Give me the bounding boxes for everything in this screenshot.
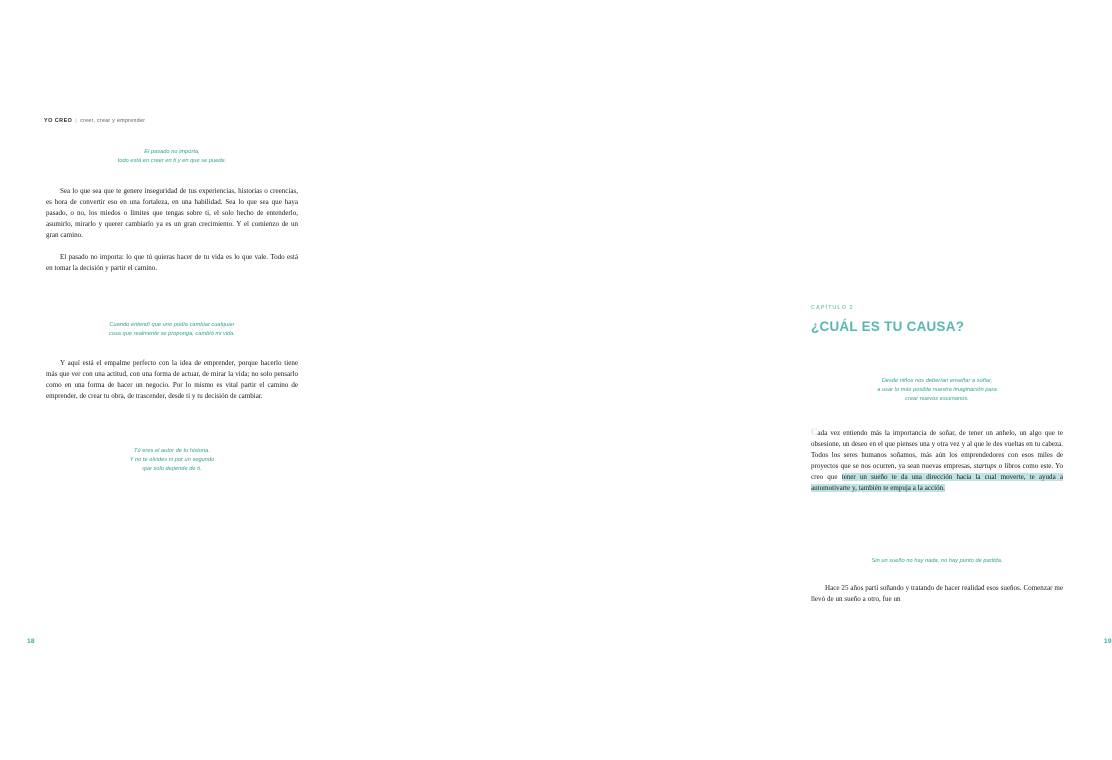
right-paragraph-1-lead: ada vez entiendo más la importancia de soñar, de tener un anhelo, un algo que te obsesione, un deseo en el que pienses una y otra vez y al que le des vueltas en tu cabeza. Todos los seres humanos soñamos, más aún los emprendedores con esos miles de proyectos que se nos ocurren, ya sean nuevas empresas, bbox=[811, 429, 1063, 471]
chapter-opener bbox=[811, 305, 1063, 334]
right-paragraph-1 bbox=[811, 427, 1063, 494]
folio-right: 19 bbox=[1104, 638, 1112, 645]
right-paragraph-1-middle: o libros como este. Yo creo que bbox=[811, 462, 1063, 482]
left-pullquote-1-line-1: Cuando entendí que uno podía cambiar cualquier bbox=[109, 322, 235, 328]
running-head-separator: | bbox=[75, 118, 78, 124]
right-pullquote-1 bbox=[811, 557, 1063, 566]
left-pullquote-2 bbox=[46, 447, 298, 474]
right-epigraph bbox=[811, 377, 1063, 404]
left-pullquote-1 bbox=[46, 321, 298, 339]
chapter-title: ¿CUÁL ES TU CAUSA? bbox=[811, 319, 965, 334]
left-body-block-1 bbox=[46, 186, 298, 274]
right-epigraph-line-3: crear nuevos escenarios. bbox=[905, 396, 969, 403]
page-left bbox=[0, 0, 380, 760]
right-paragraph-2: Hace 25 años partí soñando y tratando de hacer realidad esos sueños. Comenzar me llevó de un sueño a otro, fue un bbox=[811, 584, 1063, 604]
running-head-brand: YO CREO bbox=[44, 118, 73, 124]
drop-cap: C bbox=[811, 427, 818, 438]
right-epigraph-line-1: Desde niños nos deberían enseñar a soñar, bbox=[881, 378, 993, 384]
left-paragraph-1: Sea lo que sea que te genere inseguridad de tus experiencias, historias o creencias, es hora de convertir eso en una fortaleza, en una habilidad. Sea lo que sea que haya pasado, o no, los miedos o límites que tengas sobre ti, el solo hecho de entenderlo, asumirlo, mirarlo y querer cambiarlo ya es un gran crecimiento. Y el comienzo de un gran camino. bbox=[46, 187, 298, 240]
right-body-block-2 bbox=[811, 583, 1063, 605]
right-epigraph-line-2: a usar lo más posible nuestra imaginación para bbox=[877, 387, 997, 394]
running-head bbox=[44, 118, 145, 124]
left-pullquote-2-line-1: Tú eres el autor de tu historia. bbox=[134, 448, 210, 454]
left-epigraph bbox=[46, 148, 298, 166]
page-right bbox=[380, 0, 1112, 760]
right-body-block-1 bbox=[811, 427, 1063, 494]
chapter-label: CAPÍTULO 2 bbox=[811, 305, 854, 311]
left-pullquote-2-line-2: Y no te olvides ni por un segundo bbox=[129, 457, 215, 464]
left-epigraph-line-1: El pasado no importa, bbox=[144, 149, 200, 155]
left-paragraph-2: El pasado no importa: lo que tú quieras hacer de tu vida es lo que vale. Todo está en tomar la decisión y partir el camino. bbox=[46, 253, 298, 273]
right-paragraph-1-italic-term: startups bbox=[973, 462, 997, 471]
left-paragraph-3: Y aquí está el empalme perfecto con la idea de emprender, porque hacerlo tiene más que ver con una actitud, con una forma de actuar, de mirar la vida; no solo pensarlo como en una forma de hacer un negocio. Por lo mismo es vital partir el camino de emprender, de crear tu obra, de trascender, desde ti y tu decisión de cambiar. bbox=[46, 359, 298, 401]
folio-left: 18 bbox=[27, 638, 35, 645]
left-pullquote-2-line-3: que solo depende de ti. bbox=[142, 466, 202, 473]
running-head-subtitle: creer, crear y emprender bbox=[80, 118, 146, 124]
left-pullquote-1-line-2: cosa que realmente se proponga, cambió mi vida. bbox=[108, 331, 236, 338]
left-epigraph-line-2: todo está en creer en ti y en que se puede. bbox=[117, 158, 227, 165]
highlighted-sentence: tener un sueño te da una dirección hacia la cual moverte, te ayuda a automotivarte y, también te empuja a la acción. bbox=[811, 473, 1063, 493]
left-body-block-2 bbox=[46, 358, 298, 402]
right-pullquote-1-line-1: Sin un sueño no hay nada, no hay punto de partida. bbox=[871, 558, 1003, 564]
